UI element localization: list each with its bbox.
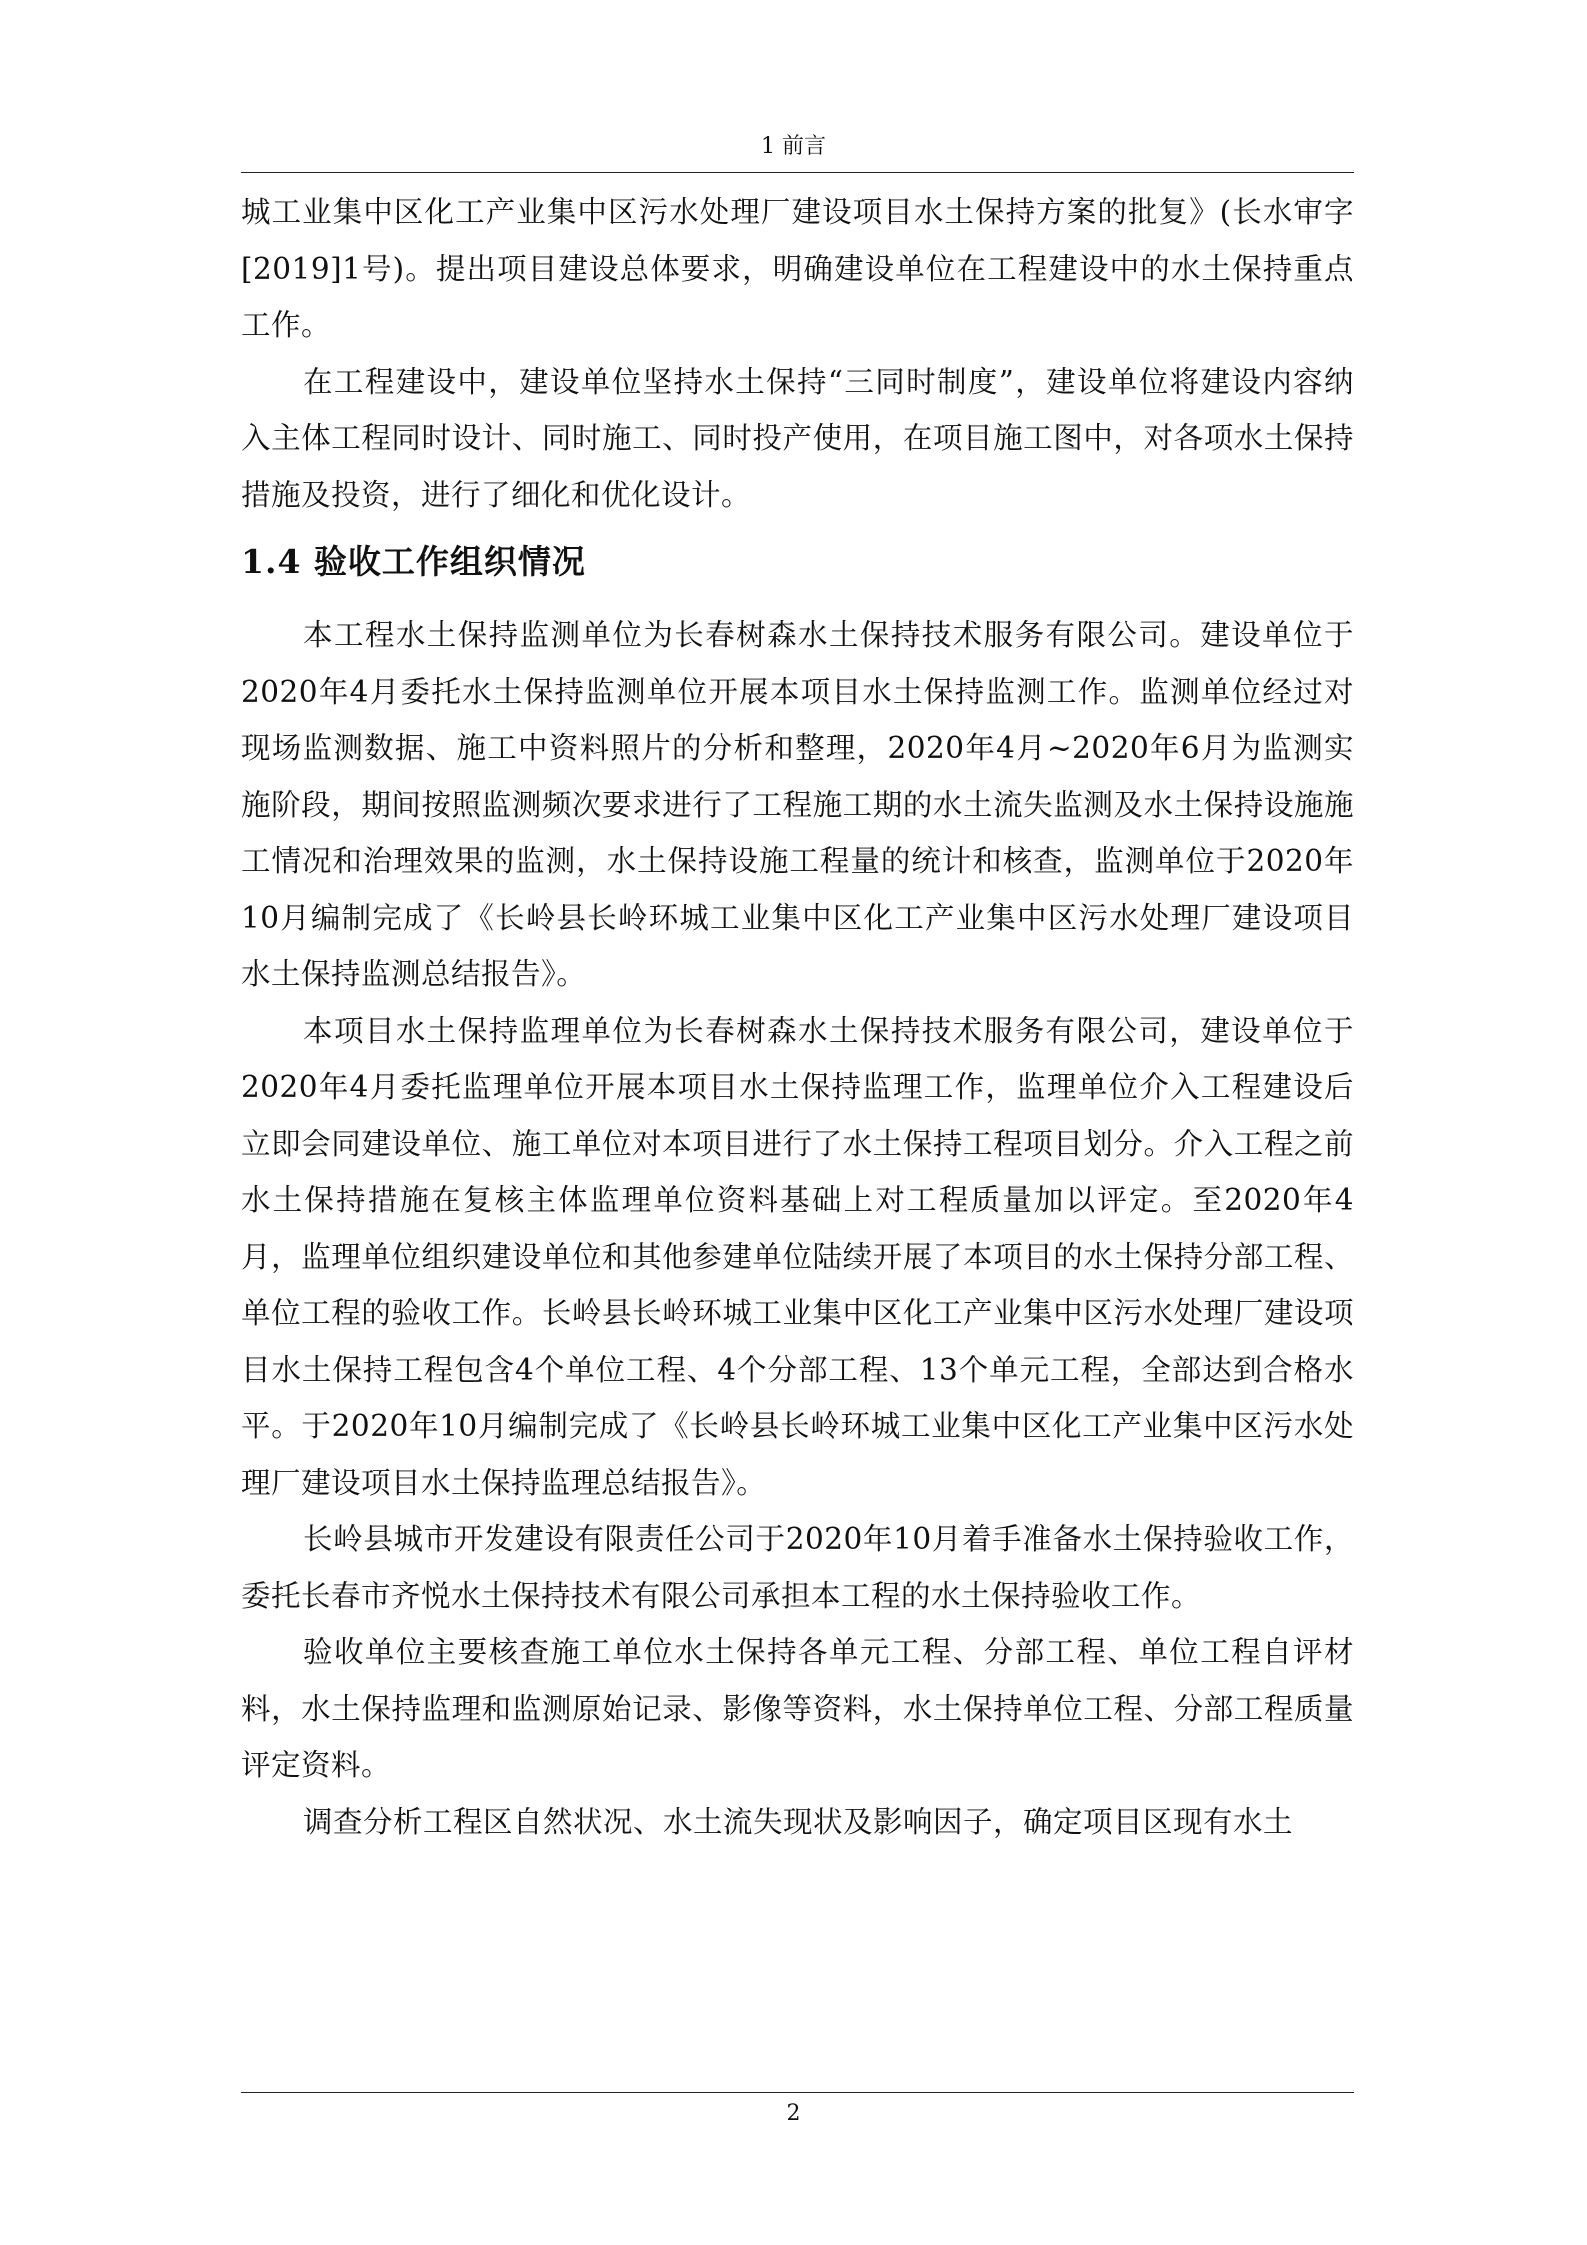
page-body (241, 184, 1354, 1850)
continued-paragraph: 城工业集中区化工产业集中区污水处理厂建设项目水土保持方案的批复》(长水审字[2019]1号)。提出项目建设总体要求，明确建设单位在工程建设中的水土保持重点工作。 (241, 195, 1354, 342)
monitoring-paragraph: 本工程水土保持监测单位为长春树森水土保持技术服务有限公司。建设单位于2020年4月委托水土保持监测单位开展本项目水土保持监测工作。监测单位经过对现场监测数据、施工中资料照片的分析和整理，2020年4月~2020年6月为监测实施阶段，期间按照监测频次要求进行了工程施工期的水土流失监测及水土保持设施施工情况和治理效果的监测，水土保持设施工程量的统计和核查，监测单位于2020年10月编制完成了《长岭县长岭环城工业集中区化工产业集中区污水处理厂建设项目水土保持监测总结报告》。 (241, 618, 1354, 991)
three-simultaneous-paragraph: 在工程建设中，建设单位坚持水土保持“三同时制度”，建设单位将建设内容纳入主体工程同时设计、同时施工、同时投产使用，在项目施工图中，对各项水土保持措施及投资，进行了细化和优化设计。 (241, 364, 1354, 512)
verification-paragraph: 验收单位主要核查施工单位水土保持各单元工程、分部工程、单位工程自评材料，水土保持监理和监测原始记录、影像等资料，水土保持单位工程、分部工程质量评定资料。 (241, 1635, 1354, 1782)
acceptance-prep-paragraph: 长岭县城市开发建设有限责任公司于2020年10月着手准备水土保持验收工作，委托长春市齐悦水土保持技术有限公司承担本工程的水土保持验收工作。 (241, 1522, 1354, 1613)
page-number: 2 (786, 2101, 801, 2126)
supervision-paragraph: 本项目水土保持监理单位为长春树森水土保持技术服务有限公司，建设单位于2020年4月委托监理单位开展本项目水土保持监理工作，监理单位介入工程建设后立即会同建设单位、施工单位对本项目进行了水土保持工程项目划分。介入工程之前水土保持措施在复核主体监理单位资料基础上对工程质量加以评定。至2020年4月，监理单位组织建设单位和其他参建单位陆续开展了本项目的水土保持分部工程、单位工程的验收工作。长岭县长岭环城工业集中区化工产业集中区污水处理厂建设项目水土保持工程包含4个单位工程、4个分部工程、13个单元工程，全部达到合格水平。于2020年10月编制完成了《长岭县长岭环城工业集中区化工产业集中区污水处理厂建设项目水土保持监理总结报告》。 (241, 1013, 1354, 1500)
header-divider (241, 172, 1354, 173)
footer-divider (241, 2092, 1354, 2093)
running-header: 1 前言 (761, 134, 826, 159)
section-heading: 1.4 验收工作组织情况 (241, 542, 586, 581)
survey-paragraph: 调查分析工程区自然状况、水土流失现状及影响因子，确定项目区现有水土 (303, 1804, 1294, 1839)
